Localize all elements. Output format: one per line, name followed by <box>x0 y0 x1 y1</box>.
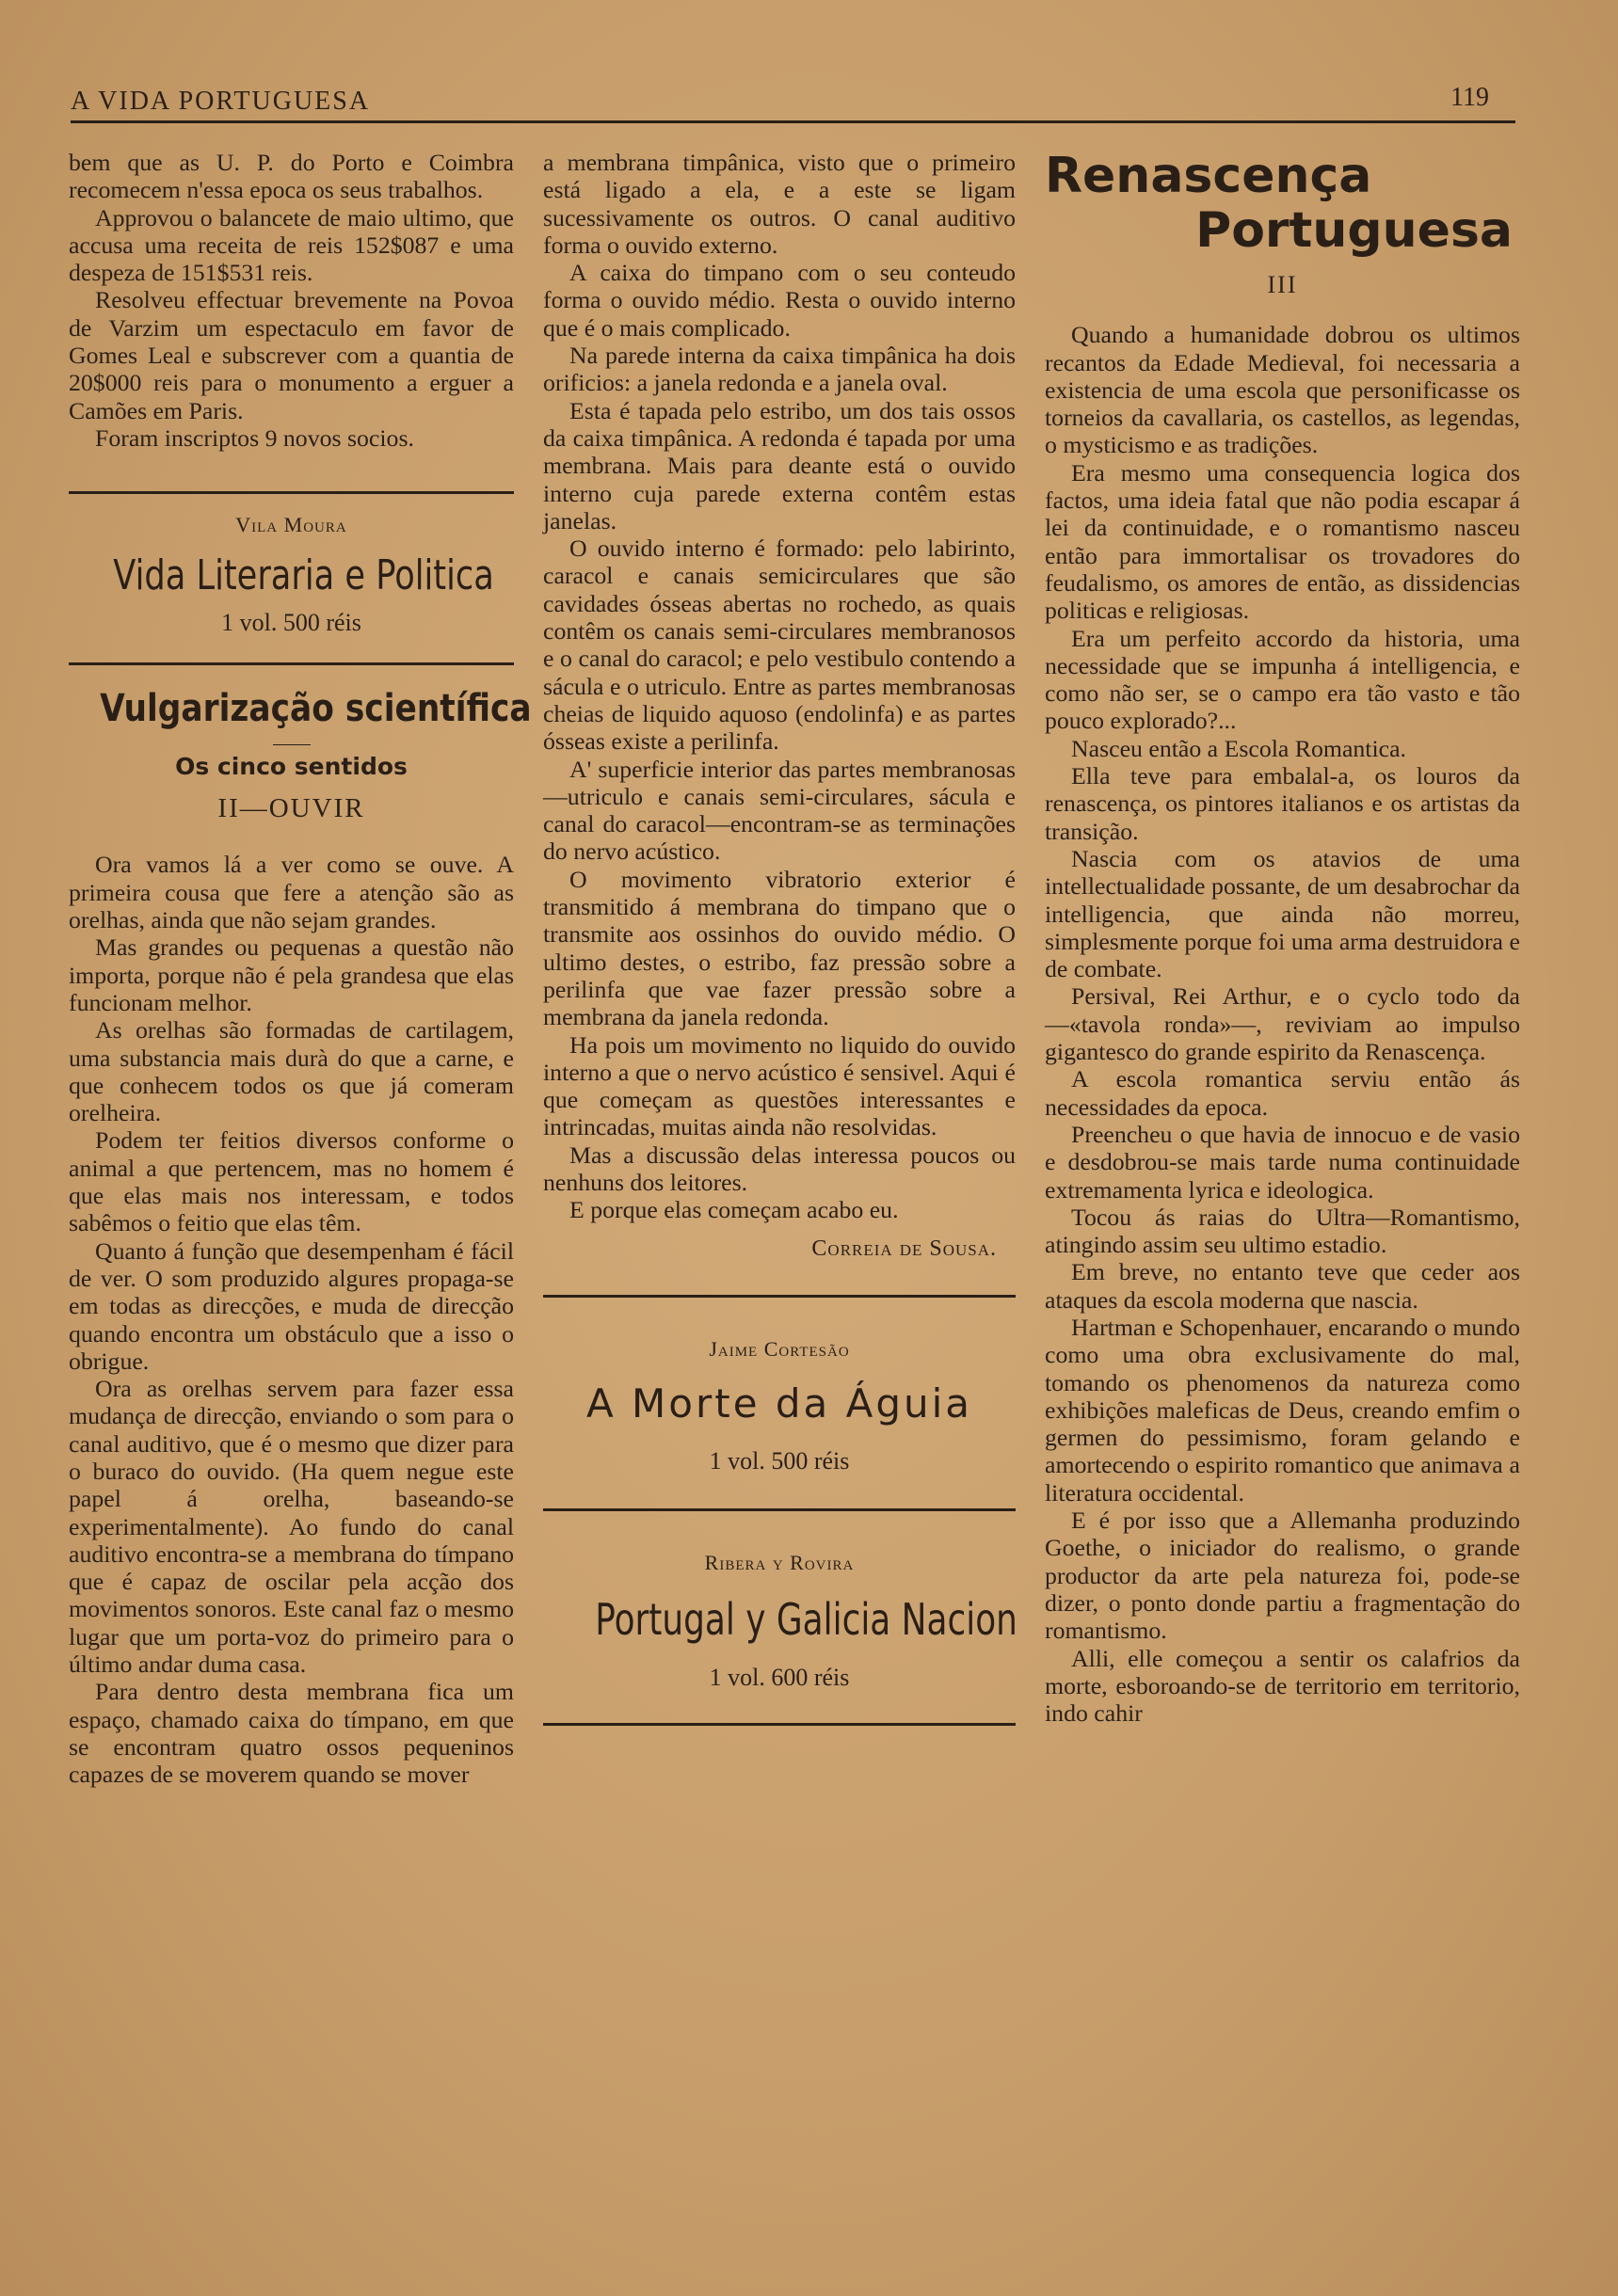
paragraph: Era mesmo uma consequencia logica dos factos, uma ideia fatal que não podia escapar á lei da continuidade, e o romantismo nasceu então para immortalisar os trovadores do feudalismo, os amores de então, as dissidencias politicas e religiosas. <box>1045 458 1520 625</box>
paragraph: Foram inscriptos 9 novos socios. <box>95 423 414 452</box>
column-left <box>69 149 532 1789</box>
paragraph: Persival, Rei Arthur, e o cyclo todo da—«tavola ronda»—, reviviam ao impulso gigantesco do grande espirito da Renascença. <box>1045 982 1520 1066</box>
paragraph: Ella teve para embalal-a, os louros da renascença, os pintores italianos e os artistas da transição. <box>1045 762 1520 845</box>
ad-author: Vila Moura <box>235 513 347 537</box>
paragraph: Resolveu effectuar brevemente na Povoa de Varzim um espectaculo em favor de Gomes Leal e subscrever com a quantia de 20$000 reis para o monumento a erguer a Camões em Paris. <box>69 286 514 424</box>
column-right <box>1045 149 1520 1727</box>
article-title-line-1: Renascença <box>1045 148 1372 204</box>
paragraph: Para dentro desta membrana fica um espaço, chamado caixa do tímpano, em que se encontram quatro ossos pequeninos capazes de se moverem quando se mover <box>69 1678 514 1789</box>
paragraph: Preencheu o que havia de innocuo e de vasio e desdobrou-se mais tarde numa continuidade extremamenta lyrica e ideologica. <box>1045 1120 1520 1204</box>
paragraph: E é por isso que a Allemanha produzindo Goethe, o iniciador do realismo, o grande productor da arte pela natureza foi, pode-se dizer, o ponto donde partiu a fragmentação do romantismo. <box>1045 1507 1520 1645</box>
paragraph: Nascia com os atavios de uma intellectualidade possante, de um desabrochar da intelligencia, que ainda não morreu, simplesmente porque foi uma arma destruidora e de combate. <box>1045 844 1520 983</box>
ad-price: 1 vol. 500 réis <box>709 1447 850 1475</box>
page-number: 119 <box>1450 83 1489 112</box>
paragraph: O movimento vibratorio exterior é transmitido á membrana do timpano que o transmite aos ossinhos do ouvido médio. O ultimo destes, o estribo, faz pressão sobre a perilinfa que vae fazer pressão sobre a membrana da janela redonda. <box>543 865 1016 1031</box>
ad-title: A Morte da Águia <box>585 1380 973 1427</box>
paragraph: A' superficie interior das partes membranosas—utriculo e canais semi-circulares, sácula e canal do caracol—encontram-se as terminações do nervo acústico. <box>543 755 1016 866</box>
paragraph: Alli, elle começou a sentir os calafrios da morte, esboroando-se de territorio em territorio, indo cahir <box>1045 1644 1520 1728</box>
article-title: Vulgarização scientífica <box>100 686 532 730</box>
paragraph: Hartman e Schopenhauer, encarando o mundo como uma obra exclusivamente do mal, tomando os phenomenos da natureza como exhibições maleficas de Deus, creando emfim o germen do pessimismo, foram gelando e amortecendo o espirito romantico que animava a literatura occidental. <box>1045 1313 1520 1507</box>
paragraph: Em breve, no entanto teve que ceder aos ataques da escola moderna que nascia. <box>1045 1258 1520 1314</box>
paragraph: O ouvido interno é formado: pelo labirinto, caracol e canais semicirculares que são cavidades ósseas abertas no rochedo, as quais contêm os canais semi-circulares membranosos e o canal do caracol; e pelo vestibulo contendo a sácula e o utriculo. Entre as partes membranosas cheias de liquido aquoso (endolinfa) e as partes ósseas existe a perilinfa. <box>543 534 1016 756</box>
article-part: II—OUVIR <box>217 793 365 824</box>
paragraph: E porque elas começam acabo eu. <box>569 1196 899 1224</box>
ad-author: Ribera y Rovira <box>704 1551 855 1575</box>
paragraph: Esta é tapada pelo estribo, um dos tais ossos da caixa timpânica. A redonda é tapada por uma membrana. Mais para deante está o ouvido interno cuja parede externa contêm estas janelas. <box>543 396 1016 534</box>
column-middle <box>543 149 1016 1726</box>
paragraph: As orelhas são formadas de cartilagem, uma substancia mais durà do que a carne, e que conhecem todos os que já comeram orelheira. <box>69 1016 514 1127</box>
article-title-line-2: Portuguesa <box>1195 202 1513 259</box>
ad-title: Portugal y Galicia Nacion <box>595 1593 1017 1645</box>
paragraph: Podem ter feitios diversos conforme o animal a que pertencem, mas no homem é que elas mais nos interessam, e todos sabêmos o feitio que elas têm. <box>69 1126 514 1237</box>
paragraph: Ora as orelhas servem para fazer essa mudança de direcção, enviando o som para o canal auditivo, que é o mesmo que dizer para o buraco do ouvido. (Ha quem negue este papel á orelha, baseando-se experimentalmente). Ao fundo do canal auditivo encontra-se a membrana do tímpano que é capaz de oscilar pela acção dos movimentos sonoros. Este canal faz o mesmo lugar que um porta-voz do primeiro para o último andar duma casa. <box>69 1375 514 1679</box>
paragraph: a membrana timpânica, visto que o primeiro está ligado a ela, e a este se ligam sucessivamente os outros. O canal auditivo forma o ouvido externo. <box>543 149 1016 259</box>
paragraph: bem que as U. P. do Porto e Coimbra recomecem n'essa epoca os seus trabalhos. <box>69 149 514 204</box>
paragraph: Ora vamos lá a ver como se ouve. A primeira cousa que fere a atenção são as orelhas, ainda que não sejam grandes. <box>69 851 514 934</box>
ad-price: 1 vol. 600 réis <box>709 1663 850 1691</box>
paragraph: Approvou o balancete de maio ultimo, que accusa uma receita de reis 152$087 e uma despeza de 151$531 reis. <box>69 203 514 287</box>
paragraph: Era um perfeito accordo da historia, uma necessidade que se impunha á intelligencia, e como não ser, se o campo era tão vasto e tão pouco explorado?... <box>1045 624 1520 735</box>
paragraph: Quanto á função que desempenham é fácil de ver. O som produzido algures propaga-se em todas as direcções, e muda de direcção quando encontra um obstáculo que a isso o obrigue. <box>69 1236 514 1375</box>
page-header <box>71 83 1515 123</box>
article-part: III <box>1267 271 1298 298</box>
paragraph: Mas a discussão delas interessa poucos ou nenhuns dos leitores. <box>543 1140 1016 1196</box>
paragraph: A escola romantica serviu então ás necessidades da epoca. <box>1045 1065 1520 1121</box>
journal-title: A VIDA PORTUGUESA <box>71 87 371 116</box>
paragraph: Tocou ás raias do Ultra—Romantismo, atingindo assim seu ultimo estadio. <box>1045 1203 1520 1259</box>
paragraph: Quando a humanidade dobrou os ultimos recantos da Edade Medieval, foi necessaria a existencia de uma escola que personificasse os torneios da cavallaria, os castellos, as legendas, o mysticismo e as tradições. <box>1045 321 1520 459</box>
article-signature: Correia de Sousa. <box>811 1236 997 1261</box>
paragraph: Na parede interna da caixa timpânica ha dois orificios: a janela redonda e a janela oval. <box>543 342 1016 397</box>
ad-author: Jaime Cortesão <box>709 1336 850 1361</box>
paragraph: Mas grandes ou pequenas a questão não importa, porque não é pela grandesa que elas funcionam melhor. <box>69 933 514 1016</box>
paragraph: A caixa do timpano com o seu conteudo forma o ouvido médio. Resta o ouvido interno que é o mais complicado. <box>543 259 1016 342</box>
paragraph: Nasceu então a Escola Romantica. <box>1071 734 1406 762</box>
ad-title: Vida Literaria e Politica <box>113 550 494 599</box>
paragraph: Ha pois um movimento no liquido do ouvido interno a que o nervo acústico é sensivel. Aqui é que começam as questões interessantes e intrincadas, muitas ainda não resolvidas. <box>543 1030 1016 1141</box>
divider <box>543 1723 1016 1726</box>
article-subtitle: Os cinco sentidos <box>175 752 408 780</box>
ad-price: 1 vol. 500 réis <box>221 608 361 636</box>
